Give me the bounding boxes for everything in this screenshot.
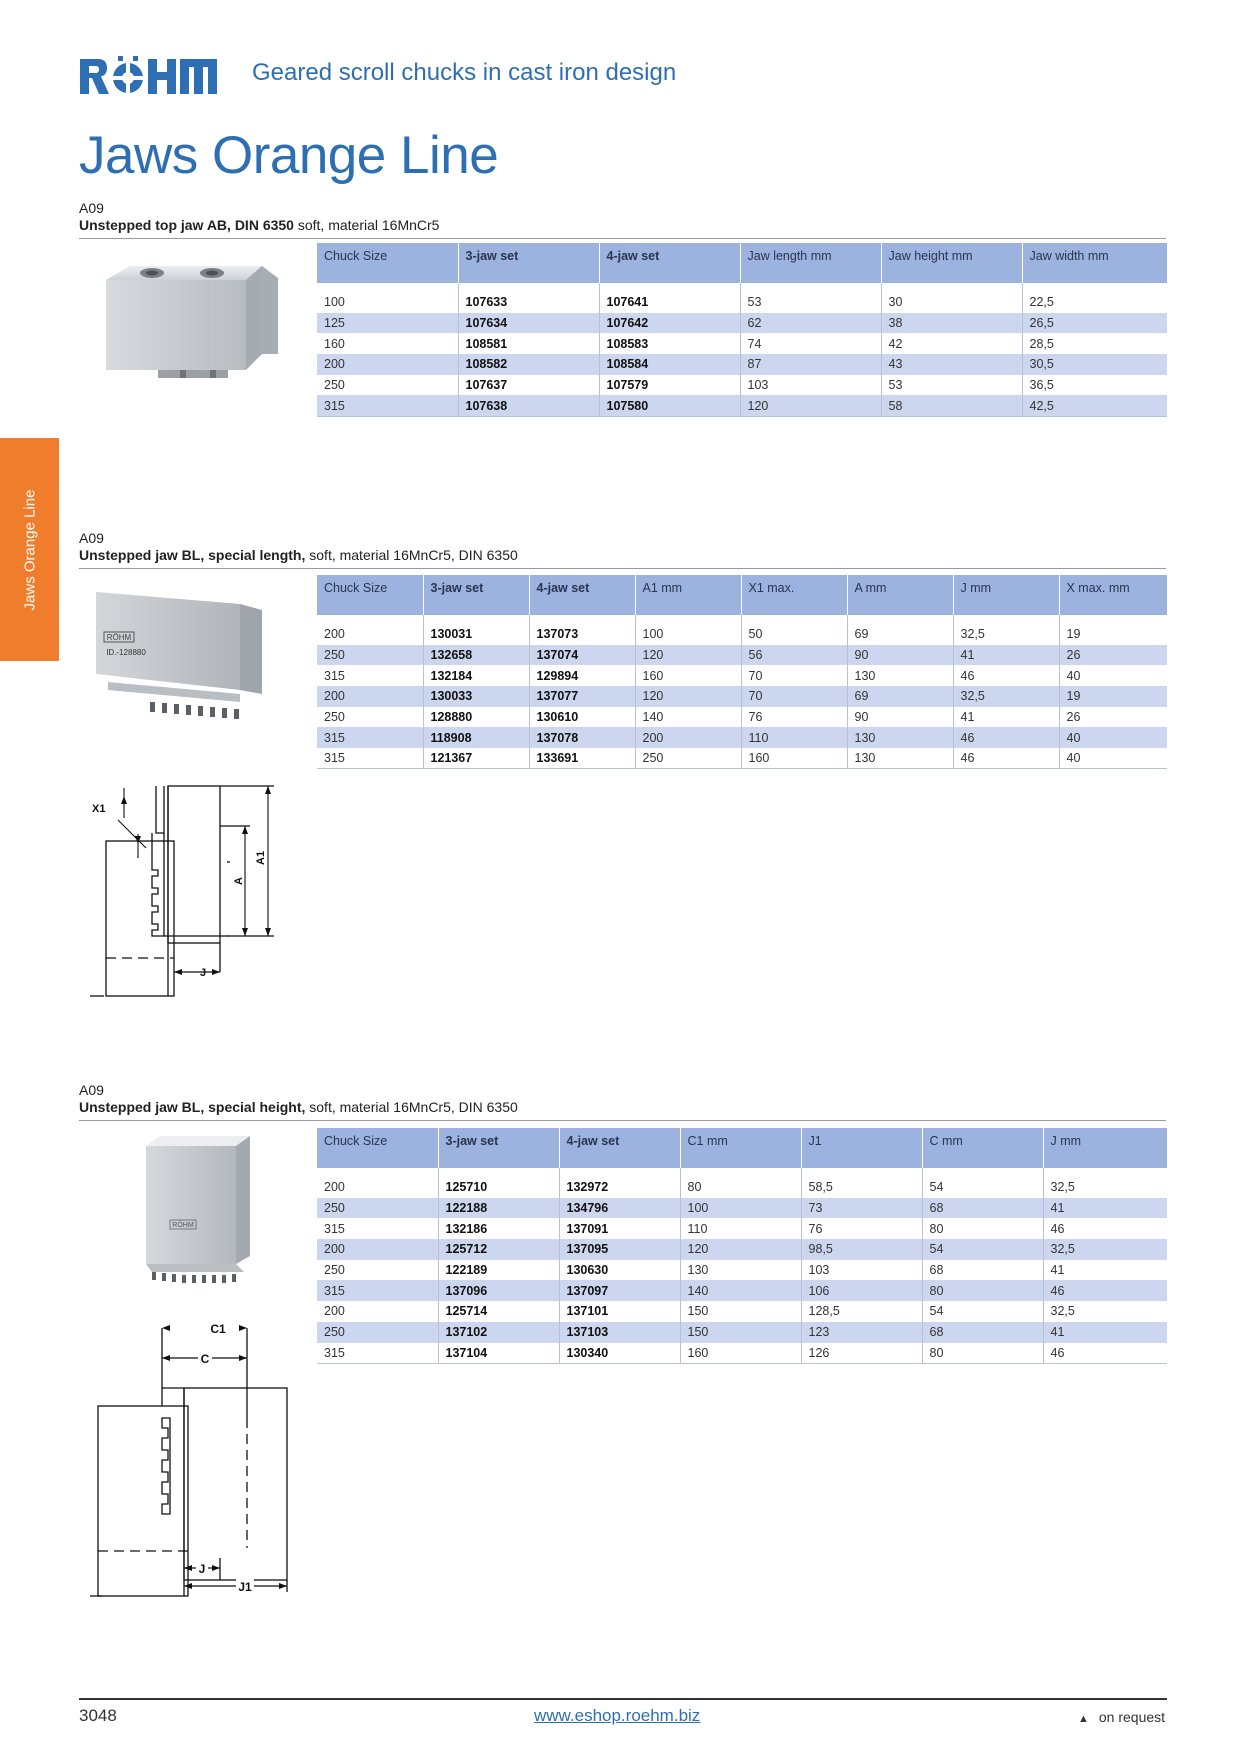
column-header: C mm — [922, 1128, 1043, 1168]
label-a1: A1 — [255, 850, 267, 865]
table-cell: 40 — [1059, 727, 1167, 748]
table-cell: 80 — [922, 1280, 1043, 1301]
page-number: 3048 — [79, 1706, 117, 1725]
section-rule — [79, 1120, 1166, 1121]
table-cell: 130033 — [423, 686, 529, 707]
table-cell: 130031 — [423, 624, 529, 645]
column-header: 4-jaw set — [529, 575, 635, 615]
table-cell: 90 — [847, 707, 953, 728]
table-cell: 40 — [1066, 668, 1081, 683]
table-cell: 53 — [740, 292, 881, 313]
table-cell: 200 — [635, 727, 741, 748]
table-cell: 22,5 — [1029, 295, 1054, 310]
catalog-subtitle: Geared scroll chucks in cast iron design — [252, 59, 677, 86]
table-cell: 32,5 — [1050, 1304, 1075, 1319]
table-cell: 110 — [741, 727, 847, 748]
table-row — [317, 748, 1167, 769]
table-cell: 130 — [847, 748, 953, 769]
table-cell: 137073 — [529, 624, 635, 645]
section-code: A09 — [79, 200, 104, 216]
column-header: A1 mm — [635, 575, 741, 615]
table-row — [317, 665, 1167, 686]
column-header: Jaw height mm — [881, 243, 1022, 283]
column-header: 3-jaw set — [458, 243, 599, 283]
top-jaw-ab-image — [100, 258, 280, 382]
table-cell: 315 — [317, 1218, 438, 1239]
table-cell: 125712 — [438, 1239, 559, 1260]
table-cell: 250 — [317, 1198, 438, 1219]
table-cell: 120 — [635, 645, 741, 666]
table-cell: 80 — [922, 1343, 1043, 1364]
table-cell: 54 — [922, 1301, 1043, 1322]
jaw-bl-length-drawing — [90, 778, 300, 998]
table-cell: 68 — [922, 1322, 1043, 1343]
section-top-jaw-ab — [79, 200, 1166, 239]
table-cell: 160 — [317, 333, 458, 354]
table-cell: 68 — [922, 1260, 1043, 1281]
table-cell: 120 — [635, 686, 741, 707]
table-cell: 68 — [922, 1198, 1043, 1219]
table-cell: 140 — [680, 1280, 801, 1301]
table-cell: 38 — [881, 313, 1022, 334]
table-cell: 87 — [740, 354, 881, 375]
table-cell: 100 — [317, 292, 458, 313]
table-cell: 32,5 — [953, 624, 1059, 645]
table-row — [317, 1322, 1167, 1343]
table-cell: 130610 — [529, 707, 635, 728]
top-jaw-ab-table — [317, 243, 1167, 417]
table-cell: 107642 — [599, 313, 740, 334]
table-row — [317, 1198, 1167, 1219]
table-cell: 32,5 — [1043, 1239, 1167, 1260]
table-cell: 130 — [847, 727, 953, 748]
table-cell: 200 — [317, 1239, 438, 1260]
column-header: A mm — [847, 575, 953, 615]
table-cell: 137097 — [559, 1280, 680, 1301]
section-code: A09 — [79, 1082, 104, 1098]
table-cell: 76 — [741, 707, 847, 728]
side-tab-label: Jaws Orange Line — [21, 489, 38, 610]
table-spacer-row — [317, 1168, 1167, 1177]
column-header: Chuck Size — [317, 243, 458, 283]
table-cell: 30,5 — [1022, 354, 1167, 375]
table-cell: 250 — [317, 375, 458, 396]
table-row — [317, 1239, 1167, 1260]
table-cell: 133691 — [529, 748, 635, 769]
table-cell: 70 — [741, 665, 847, 686]
table-cell: 19 — [1066, 627, 1081, 642]
table-cell: 150 — [680, 1322, 801, 1343]
table-cell: 122188 — [438, 1198, 559, 1219]
table-cell: 132184 — [423, 665, 529, 686]
table-cell: 41 — [953, 707, 1059, 728]
table-cell: 200 — [317, 1301, 438, 1322]
table-cell: 107633 — [458, 292, 599, 313]
table-cell: 137078 — [529, 727, 635, 748]
table-header-row — [317, 575, 1167, 615]
image-marking: ID.-128880 — [106, 648, 146, 657]
table-cell: 107580 — [599, 395, 740, 416]
table-row — [317, 354, 1167, 375]
label-x1: X1 — [92, 803, 106, 815]
column-header: J mm — [953, 575, 1059, 615]
table-cell: 250 — [317, 1322, 438, 1343]
table-cell: 42,5 — [1022, 395, 1167, 416]
table-cell: 108584 — [599, 354, 740, 375]
table-cell: 69 — [847, 686, 953, 707]
legend-text: on request — [1098, 1709, 1166, 1725]
table-cell: 30 — [881, 292, 1022, 313]
table-row — [317, 1260, 1167, 1281]
table-cell: 46 — [1043, 1343, 1167, 1364]
table-row — [317, 1218, 1167, 1239]
table-cell: 132186 — [438, 1218, 559, 1239]
eshop-link[interactable]: www.eshop.roehm.biz — [534, 1706, 701, 1725]
table-cell: 103 — [801, 1260, 922, 1281]
table-cell: 160 — [680, 1343, 801, 1364]
table-row — [317, 707, 1167, 728]
table-cell: 80 — [922, 1218, 1043, 1239]
table-cell: 103 — [740, 375, 881, 396]
label-c: C — [200, 1352, 210, 1366]
table-cell: 250 — [317, 707, 423, 728]
section-title: Unstepped jaw BL, special length, soft, material 16MnCr5, DIN 6350 — [79, 547, 518, 563]
table-row — [317, 686, 1167, 707]
table-cell: 137091 — [559, 1218, 680, 1239]
table-cell: 50 — [741, 624, 847, 645]
table-cell: 41 — [1043, 1322, 1167, 1343]
label-c1: C1 — [210, 1322, 226, 1336]
table-cell: 26,5 — [1022, 313, 1167, 334]
table-cell: 122189 — [438, 1260, 559, 1281]
table-cell: 107634 — [458, 313, 599, 334]
table-cell: 134796 — [559, 1198, 680, 1219]
table-cell: 125714 — [438, 1301, 559, 1322]
table-cell: 54 — [922, 1239, 1043, 1260]
table-cell: 140 — [635, 707, 741, 728]
table-cell: 130340 — [559, 1343, 680, 1364]
jaw-bl-length-image — [90, 590, 270, 730]
table-cell: 250 — [317, 1260, 438, 1281]
table-cell: 46 — [953, 665, 1059, 686]
table-row — [317, 375, 1167, 396]
table-cell: 130 — [680, 1260, 801, 1281]
table-cell: 250 — [317, 645, 423, 666]
column-header: Jaw width mm — [1022, 243, 1167, 283]
table-cell: 36,5 — [1029, 378, 1054, 393]
table-header-row — [317, 243, 1167, 283]
table-cell: 315 — [317, 727, 423, 748]
table-cell: 132658 — [423, 645, 529, 666]
table-cell: 76 — [801, 1218, 922, 1239]
table-cell: 200 — [317, 624, 423, 645]
table-cell: 56 — [741, 645, 847, 666]
table-row — [317, 645, 1167, 666]
table-cell: 137096 — [438, 1280, 559, 1301]
table-cell: 26 — [1059, 645, 1167, 666]
table-cell: 137095 — [559, 1239, 680, 1260]
table-cell: 70 — [741, 686, 847, 707]
table-row — [317, 313, 1167, 334]
table-cell: 315 — [317, 748, 423, 769]
table-cell: 107638 — [458, 395, 599, 416]
table-cell: 128880 — [423, 707, 529, 728]
table-cell: 137104 — [438, 1343, 559, 1364]
side-tab — [0, 438, 59, 661]
table-cell: 100 — [680, 1198, 801, 1219]
table-cell: 107641 — [599, 292, 740, 313]
table-cell: 200 — [317, 1177, 438, 1198]
label-j: J — [200, 967, 207, 979]
table-cell: 41 — [1050, 1263, 1065, 1278]
table-cell: 315 — [317, 1343, 438, 1364]
svg-text:RÖHM: RÖHM — [172, 1222, 194, 1229]
table-row — [317, 292, 1167, 313]
table-cell: 43 — [881, 354, 1022, 375]
table-cell: 58,5 — [801, 1177, 922, 1198]
column-header: X1 max. — [741, 575, 847, 615]
table-cell: 132972 — [559, 1177, 680, 1198]
svg-text:RÖHM: RÖHM — [106, 633, 132, 642]
table-cell: 80 — [680, 1177, 801, 1198]
table-cell: 200 — [317, 354, 458, 375]
column-header: J mm — [1043, 1128, 1167, 1168]
table-cell: 62 — [740, 313, 881, 334]
table-cell: 121367 — [423, 748, 529, 769]
page-title: Jaws Orange Line — [79, 126, 499, 185]
table-cell: 137101 — [559, 1301, 680, 1322]
column-header: J1 — [801, 1128, 922, 1168]
table-cell: 58 — [881, 395, 1022, 416]
table-cell: 108583 — [599, 333, 740, 354]
table-cell: 125 — [317, 313, 458, 334]
table-cell: 120 — [680, 1239, 801, 1260]
table-row — [317, 1343, 1167, 1364]
table-cell: 41 — [953, 645, 1059, 666]
table-cell: 315 — [317, 395, 458, 416]
table-cell: 128,5 — [801, 1301, 922, 1322]
table-row — [317, 1280, 1167, 1301]
table-cell: 46 — [1050, 1221, 1065, 1236]
table-cell: 315 — [317, 665, 423, 686]
column-header: 4-jaw set — [559, 1128, 680, 1168]
jaw-bl-length-table — [317, 575, 1167, 769]
table-cell: 100 — [635, 624, 741, 645]
table-row — [317, 333, 1167, 354]
column-header: 3-jaw set — [423, 575, 529, 615]
section-jaw-bl-special-height — [79, 1082, 1166, 1121]
section-title: Unstepped top jaw AB, DIN 6350 soft, material 16MnCr5 — [79, 217, 440, 233]
table-cell: 137074 — [529, 645, 635, 666]
label-j1: J1 — [238, 1580, 252, 1594]
column-header: 4-jaw set — [599, 243, 740, 283]
table-cell: 137102 — [438, 1322, 559, 1343]
table-cell: 110 — [680, 1218, 801, 1239]
table-cell: 125710 — [438, 1177, 559, 1198]
table-row — [317, 395, 1167, 416]
table-header-row — [317, 1128, 1167, 1168]
table-cell: 108582 — [458, 354, 599, 375]
table-cell: 150 — [680, 1301, 801, 1322]
table-cell: 54 — [922, 1177, 1043, 1198]
table-cell: 32,5 — [1050, 1180, 1075, 1195]
table-spacer-row — [317, 615, 1167, 624]
triangle-icon: ▲ — [1078, 1713, 1089, 1725]
table-cell: 26 — [1066, 710, 1081, 725]
table-cell: 137077 — [529, 686, 635, 707]
table-cell: 28,5 — [1029, 336, 1054, 351]
section-jaw-bl-special-length — [79, 530, 1166, 569]
table-cell: 40 — [1059, 748, 1167, 769]
table-cell: 46 — [953, 748, 1059, 769]
table-cell: 46 — [1043, 1280, 1167, 1301]
table-cell: 130 — [847, 665, 953, 686]
section-title: Unstepped jaw BL, special height, soft, material 16MnCr5, DIN 6350 — [79, 1099, 518, 1115]
table-cell: 106 — [801, 1280, 922, 1301]
column-header: Chuck Size — [317, 1128, 438, 1168]
table-cell: 129894 — [529, 665, 635, 686]
table-cell: 98,5 — [801, 1239, 922, 1260]
table-cell: 69 — [847, 624, 953, 645]
table-cell: 46 — [953, 727, 1059, 748]
jaw-bl-height-image — [140, 1134, 260, 1284]
table-cell: 130630 — [559, 1260, 680, 1281]
table-row — [317, 1301, 1167, 1322]
table-cell: 160 — [635, 665, 741, 686]
table-cell: 160 — [741, 748, 847, 769]
table-cell: 200 — [317, 686, 423, 707]
label-a: A — [233, 877, 245, 885]
table-cell: 118908 — [423, 727, 529, 748]
table-cell: 53 — [881, 375, 1022, 396]
table-cell: 123 — [801, 1322, 922, 1343]
section-rule — [79, 568, 1166, 569]
column-header: X max. mm — [1059, 575, 1167, 615]
column-header: Chuck Size — [317, 575, 423, 615]
column-header: 3-jaw set — [438, 1128, 559, 1168]
legend-on-request — [1078, 1709, 1165, 1725]
table-spacer-row — [317, 283, 1167, 292]
table-cell: 137103 — [559, 1322, 680, 1343]
table-cell: 90 — [847, 645, 953, 666]
table-cell: 42 — [881, 333, 1022, 354]
table-cell: 74 — [740, 333, 881, 354]
table-cell: 19 — [1059, 686, 1167, 707]
jaw-bl-height-table — [317, 1128, 1167, 1364]
table-cell: 120 — [740, 395, 881, 416]
label-j: J — [198, 1562, 206, 1576]
jaw-bl-height-drawing — [90, 1318, 310, 1598]
table-cell: 108581 — [458, 333, 599, 354]
table-cell: 41 — [1043, 1198, 1167, 1219]
table-row — [317, 1177, 1167, 1198]
column-header: Jaw length mm — [740, 243, 881, 283]
table-cell: 73 — [801, 1198, 922, 1219]
table-cell: 250 — [635, 748, 741, 769]
footer-rule — [79, 1698, 1167, 1700]
section-code: A09 — [79, 530, 104, 546]
section-rule — [79, 238, 1166, 239]
table-cell: 126 — [801, 1343, 922, 1364]
table-cell: 32,5 — [953, 686, 1059, 707]
column-header: C1 mm — [680, 1128, 801, 1168]
table-row — [317, 727, 1167, 748]
table-cell: 107637 — [458, 375, 599, 396]
table-cell: 315 — [317, 1280, 438, 1301]
table-cell: 107579 — [599, 375, 740, 396]
roehm-logo — [80, 56, 217, 97]
table-row — [317, 624, 1167, 645]
